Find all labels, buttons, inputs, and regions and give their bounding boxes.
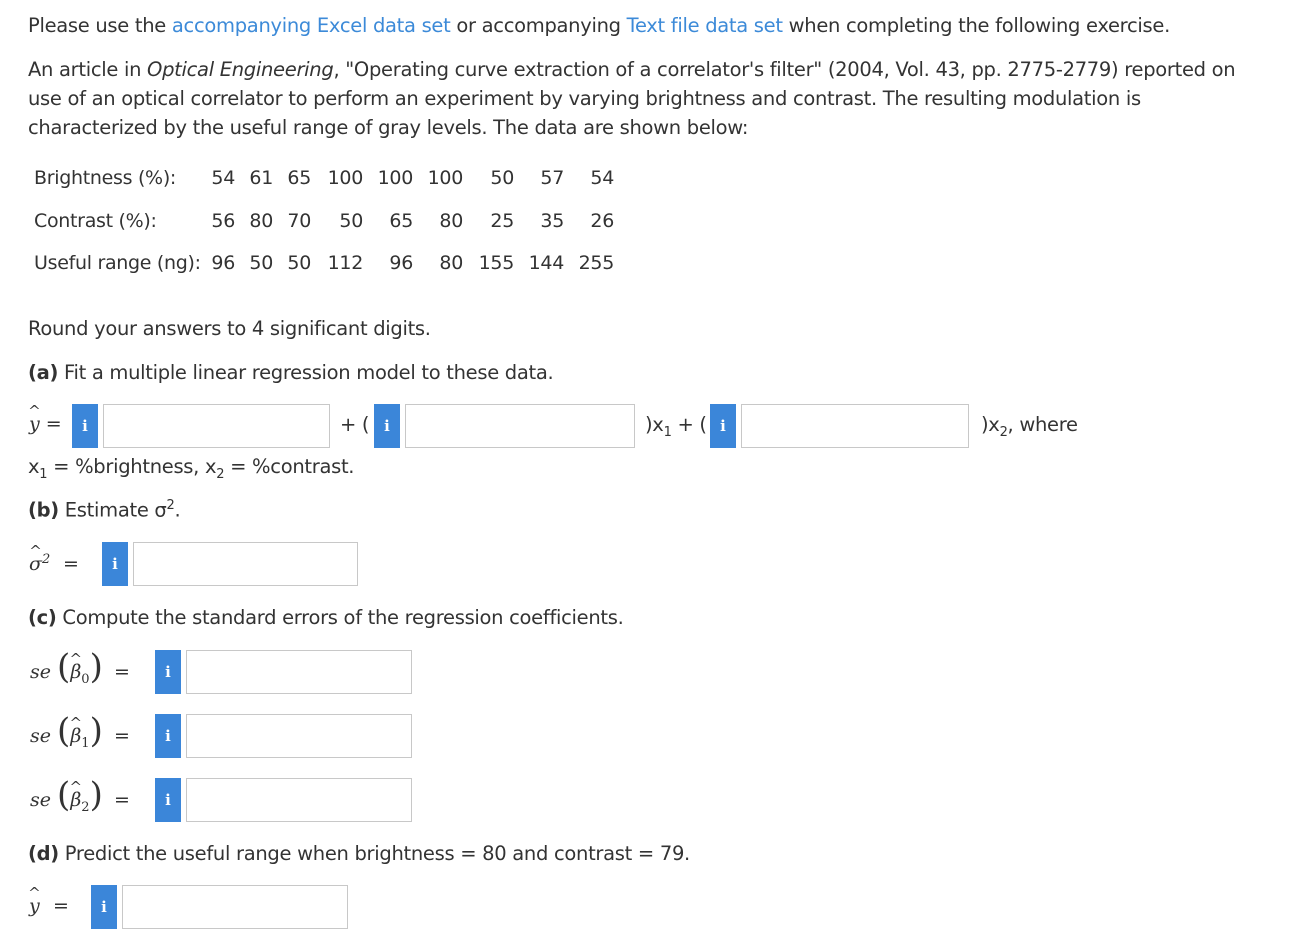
data-cell: 100 bbox=[427, 167, 463, 190]
data-table-container bbox=[34, 157, 614, 285]
data-row-label: Useful range (ng): bbox=[34, 252, 201, 275]
data-cell: 70 bbox=[287, 209, 311, 232]
data-cell: 100 bbox=[377, 167, 413, 190]
part-c-heading: (c) Compute the standard errors of the regression coefficients. bbox=[28, 606, 624, 629]
data-cell: 96 bbox=[211, 252, 235, 275]
data-cell: 155 bbox=[478, 252, 514, 275]
x2-term: )$x_2$, where bbox=[981, 413, 1078, 440]
info-button-prediction[interactable] bbox=[91, 885, 117, 929]
data-row-label: Contrast (%): bbox=[34, 209, 157, 232]
data-cell: 100 bbox=[327, 167, 363, 190]
data-cell: 50 bbox=[249, 252, 273, 275]
data-cell: 57 bbox=[540, 167, 564, 190]
intro-line bbox=[28, 14, 1170, 37]
info-button-se0[interactable] bbox=[155, 650, 181, 694]
se-beta2-label: se (^ $\beta_2$) bbox=[30, 778, 103, 815]
data-cell: 61 bbox=[249, 167, 273, 190]
part-d-heading: (d) Predict the useful range when brightness = 80 and contrast = 79. bbox=[28, 842, 690, 865]
excel-data-link[interactable]: accompanying Excel data set bbox=[171, 14, 451, 37]
data-cell: 54 bbox=[590, 167, 614, 190]
info-icon: i bbox=[720, 417, 726, 435]
se-beta0-label: se (^ $\beta_0$) bbox=[30, 650, 103, 687]
part-a-heading: (a) Fit a multiple linear regression model to these data. bbox=[28, 361, 554, 384]
data-cell: 26 bbox=[590, 209, 614, 232]
data-cell: 80 bbox=[439, 252, 463, 275]
data-cell: 112 bbox=[327, 252, 363, 275]
equals-sign: = bbox=[114, 789, 130, 811]
info-icon: i bbox=[165, 663, 171, 681]
info-button-b2[interactable] bbox=[710, 404, 736, 448]
intro-or-text: or accompanying bbox=[456, 14, 621, 37]
se-beta2-input[interactable] bbox=[186, 778, 412, 822]
info-button-se2[interactable] bbox=[155, 778, 181, 822]
b1-input[interactable] bbox=[405, 404, 635, 448]
data-cell: 35 bbox=[540, 209, 564, 232]
info-button-b1[interactable] bbox=[374, 404, 400, 448]
plus-open-paren-1: + ( bbox=[340, 413, 370, 436]
data-table-row bbox=[34, 200, 614, 243]
b2-input[interactable] bbox=[741, 404, 969, 448]
data-row-label: Brightness (%): bbox=[34, 167, 177, 190]
data-cell: 96 bbox=[389, 252, 413, 275]
data-cell: 50 bbox=[287, 252, 311, 275]
equals-sign: = bbox=[114, 725, 130, 747]
intro-text: Please use the bbox=[28, 14, 166, 37]
data-cell: 144 bbox=[528, 252, 564, 275]
info-icon: i bbox=[384, 417, 390, 435]
info-icon: i bbox=[165, 727, 171, 745]
part-b-heading: (b) Estimate $\sigma^2$. bbox=[28, 498, 181, 522]
text-file-data-link[interactable]: Text file data set bbox=[626, 14, 783, 37]
y-hat-symbol: ^ y = bbox=[29, 413, 62, 435]
round-note: Round your answers to 4 significant digits. bbox=[28, 317, 431, 340]
data-cell: 255 bbox=[578, 252, 614, 275]
data-cell: 80 bbox=[249, 209, 273, 232]
intro-when-text: when completing the following exercise. bbox=[788, 14, 1170, 37]
equals-sign: = bbox=[53, 895, 69, 917]
info-button-sigma[interactable] bbox=[102, 542, 128, 586]
x1-term: )$x_1$ + ( bbox=[645, 413, 707, 440]
data-cell: 80 bbox=[439, 209, 463, 232]
y-hat-prediction-symbol: ^ y bbox=[29, 895, 40, 917]
prediction-input[interactable] bbox=[122, 885, 348, 929]
data-cell: 65 bbox=[389, 209, 413, 232]
data-table-row bbox=[34, 157, 614, 200]
data-table-row bbox=[34, 242, 614, 285]
equals-sign: = bbox=[114, 661, 130, 683]
info-icon: i bbox=[165, 791, 171, 809]
data-table bbox=[34, 157, 614, 285]
equals-sign: = bbox=[63, 553, 79, 575]
info-icon: i bbox=[82, 417, 88, 435]
sigma-hat-squared-symbol: ^ $\sigma^2$ bbox=[29, 552, 50, 575]
data-cell: 65 bbox=[287, 167, 311, 190]
b0-input[interactable] bbox=[103, 404, 330, 448]
data-cell: 50 bbox=[490, 167, 514, 190]
data-cell: 50 bbox=[339, 209, 363, 232]
info-button-b0[interactable] bbox=[72, 404, 98, 448]
info-button-se1[interactable] bbox=[155, 714, 181, 758]
se-beta0-input[interactable] bbox=[186, 650, 412, 694]
journal-name: Optical Engineering bbox=[147, 58, 334, 81]
variable-definitions: $x_1$ = %brightness, $x_2$ = %contrast. bbox=[28, 455, 355, 482]
sigma-squared-input[interactable] bbox=[133, 542, 358, 586]
se-beta1-input[interactable] bbox=[186, 714, 412, 758]
data-cell: 25 bbox=[490, 209, 514, 232]
data-cell: 56 bbox=[211, 209, 235, 232]
data-cell: 54 bbox=[211, 167, 235, 190]
se-beta1-label: se (^ $\beta_1$) bbox=[30, 714, 103, 751]
info-icon: i bbox=[112, 555, 118, 573]
article-paragraph: An article in Optical Engineering, "Operating curve extraction of a correlator's filter" (2004, Vol. 43, pp. 2775-2779) reported on use of an optical correlator to perform an experiment by varying brightness and contrast. The resulting modulation is characterized by the useful range of gray levels. The data are shown below: bbox=[28, 58, 1236, 139]
info-icon: i bbox=[101, 898, 107, 916]
